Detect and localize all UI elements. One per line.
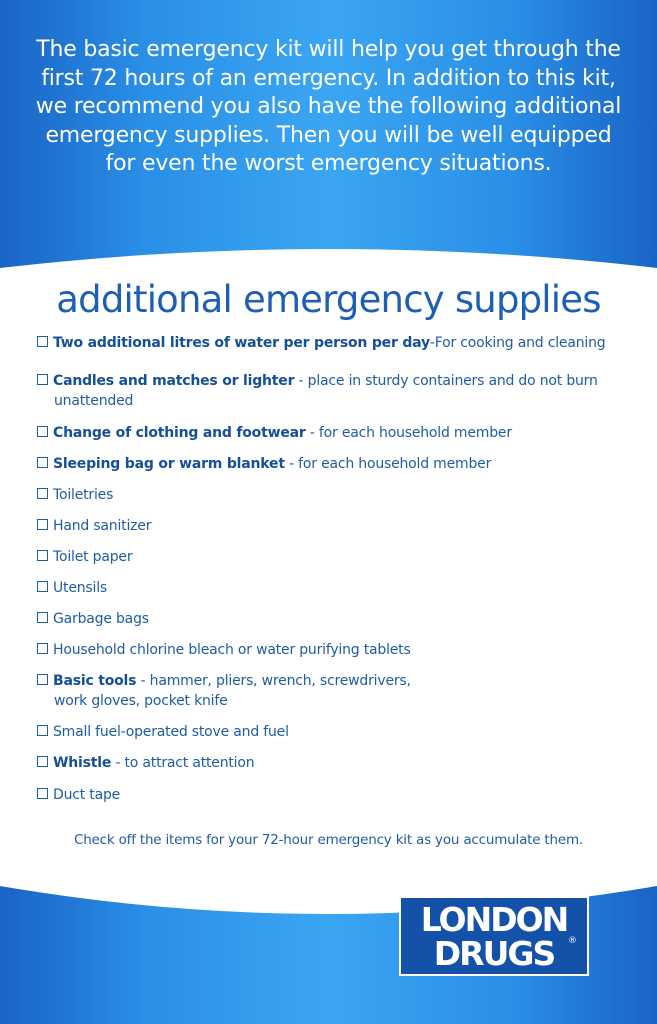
- section-heading: additional emergency supplies: [56, 278, 601, 321]
- registered-mark: ®: [568, 936, 577, 946]
- intro-line: we recommend you also have the following additional: [35, 94, 622, 119]
- checkbox-icon[interactable]: [37, 612, 48, 623]
- list-item: [37, 371, 637, 411]
- list-item: [37, 547, 637, 567]
- list-item: [37, 578, 637, 598]
- intro-line: for even the worst emergency situations.: [105, 151, 552, 176]
- item-detail: Duct tape: [53, 787, 121, 803]
- footer-note: Check off the items for your 72-hour emergency kit as you accumulate them.: [73, 832, 584, 848]
- logo-line-2: DRUGS: [433, 934, 555, 973]
- item-detail: Utensils: [53, 580, 107, 596]
- checkbox-icon[interactable]: [37, 581, 48, 592]
- london-drugs-logo: [399, 896, 589, 976]
- item-title: Whistle: [53, 755, 112, 771]
- logo-line-1: LONDON: [420, 900, 568, 939]
- checkbox-icon[interactable]: [37, 788, 48, 799]
- list-item: [37, 516, 637, 536]
- list-item: [37, 722, 637, 742]
- list-item: [37, 454, 637, 474]
- checkbox-icon[interactable]: [37, 643, 48, 654]
- list-item: [37, 671, 637, 711]
- list-item: [37, 640, 637, 660]
- list-item: [37, 333, 637, 353]
- checkbox-icon[interactable]: [37, 457, 48, 468]
- intro-line: first 72 hours of an emergency. In addition to this kit,: [41, 65, 616, 91]
- checkbox-icon[interactable]: [37, 550, 48, 561]
- list-item: [37, 785, 637, 805]
- item-detail: Toiletries: [53, 487, 114, 503]
- list-item: [37, 423, 637, 443]
- checkbox-icon[interactable]: [37, 756, 48, 767]
- checkbox-icon[interactable]: [37, 426, 48, 437]
- list-item: [37, 485, 637, 505]
- item-title: Candles and matches or lighter: [53, 373, 295, 389]
- item-detail: - for each household member: [305, 425, 512, 441]
- item-detail: - hammer, pliers, wrench, screwdrivers,: [136, 673, 411, 689]
- checkbox-icon[interactable]: [37, 374, 48, 385]
- item-title: Change of clothing and footwear: [53, 425, 306, 441]
- checkbox-icon[interactable]: [37, 725, 48, 736]
- item-title: Basic tools: [53, 673, 137, 689]
- checkbox-icon[interactable]: [37, 519, 48, 530]
- item-detail: Small fuel-operated stove and fuel: [53, 724, 289, 740]
- item-detail: Toilet paper: [53, 549, 133, 565]
- item-detail: - to attract attention: [111, 755, 255, 771]
- item-detail: Hand sanitizer: [53, 518, 152, 534]
- list-item: [37, 753, 637, 773]
- checkbox-icon[interactable]: [37, 336, 48, 347]
- intro-line: emergency supplies. Then you will be well equipped: [45, 122, 612, 148]
- item-detail: - for each household member: [284, 456, 492, 472]
- item-detail: Household chlorine bleach or water purifying tablets: [53, 642, 411, 658]
- item-detail-continued: work gloves, pocket knife: [54, 693, 228, 709]
- item-title: Sleeping bag or warm blanket: [53, 456, 285, 472]
- item-detail-continued: unattended: [54, 393, 134, 409]
- item-title: Two additional litres of water per person per day: [53, 335, 430, 351]
- item-detail: Garbage bags: [53, 611, 149, 627]
- item-detail: - place in sturdy containers and do not burn: [294, 373, 598, 389]
- checkbox-icon[interactable]: [37, 488, 48, 499]
- intro-line: The basic emergency kit will help you get through the: [36, 37, 621, 62]
- checkbox-icon[interactable]: [37, 674, 48, 685]
- list-item: [37, 609, 637, 629]
- item-detail: -For cooking and cleaning: [429, 335, 606, 351]
